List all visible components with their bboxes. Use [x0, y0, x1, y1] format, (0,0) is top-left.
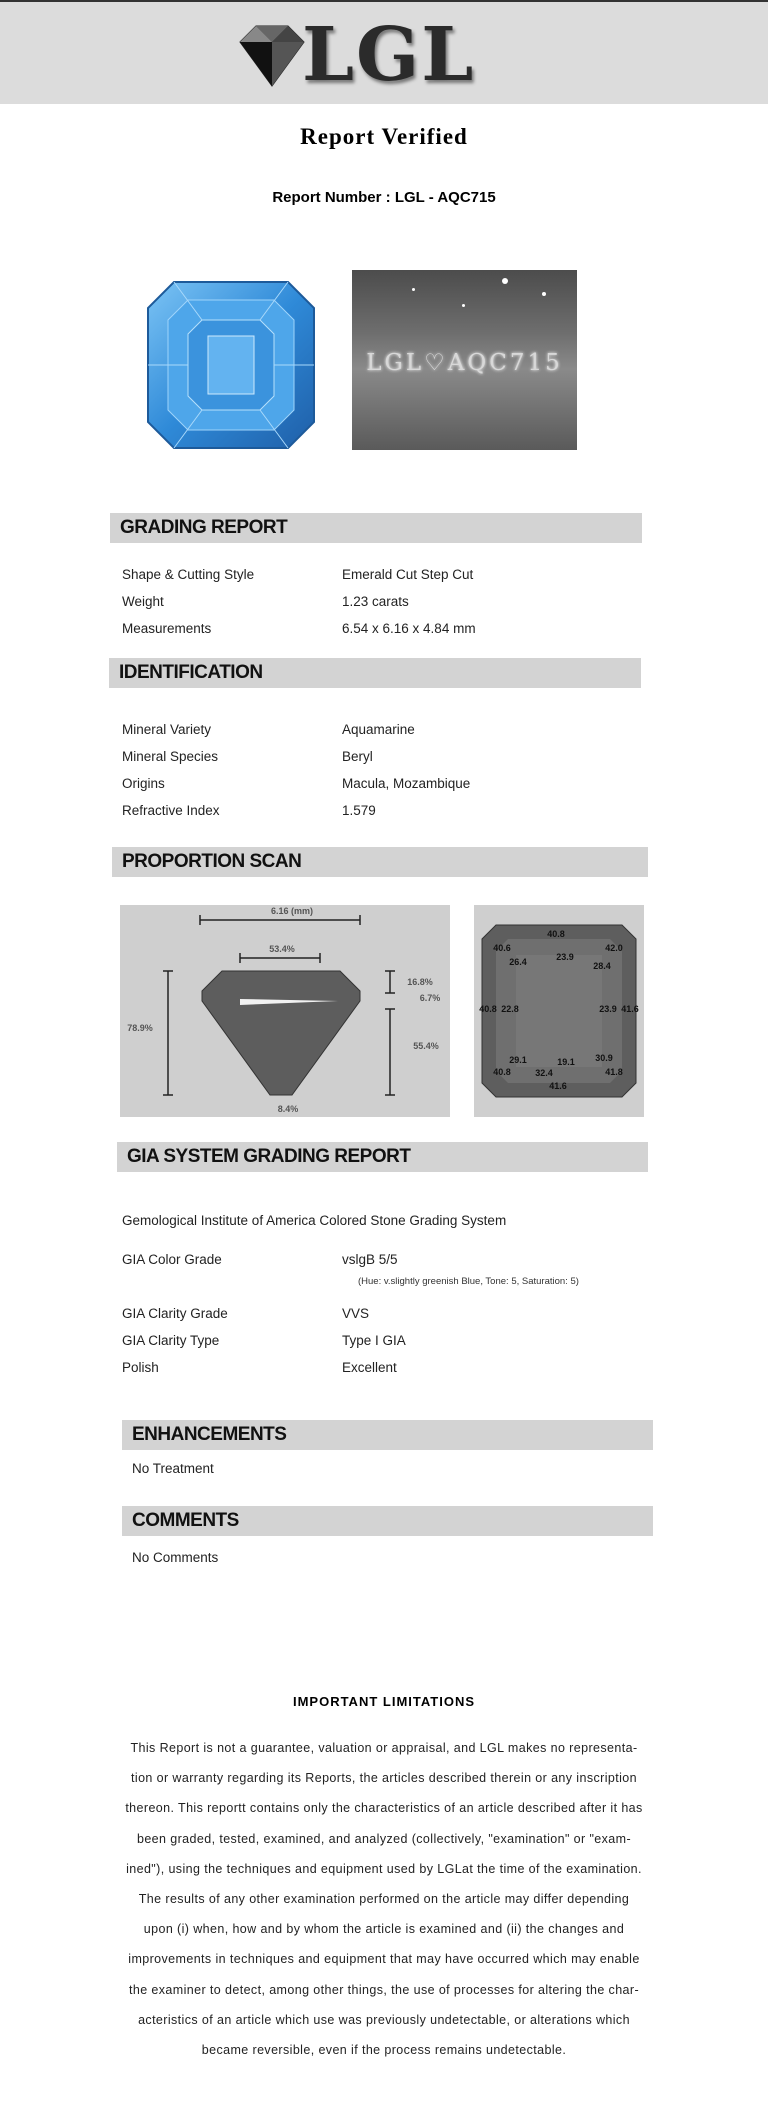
row-label: Weight — [122, 594, 164, 609]
section-title: GRADING REPORT — [120, 517, 288, 538]
pavilion-percent: 55.4% — [413, 1041, 439, 1051]
diamond-icon — [232, 20, 312, 92]
table-percent: 53.4% — [269, 944, 295, 954]
limitations-line: thereon. This reportt contains only the characteristics of an article described after it has — [125, 1801, 643, 1816]
facet-bottom: 41.6 — [549, 1081, 567, 1091]
hue-note: (Hue: v.slightly greenish Blue, Tone: 5, Saturation: 5) — [358, 1276, 579, 1287]
facet-bottom-left: 40.8 — [493, 1067, 511, 1077]
facet-inner-top-left: 26.4 — [509, 957, 527, 967]
width-label: 6.16 (mm) — [270, 906, 314, 916]
facet-bottom-mid: 32.4 — [535, 1068, 553, 1078]
comments-header — [122, 1506, 653, 1536]
limitations-line: acteristics of an article which use was previously undetectable, or alterations which — [138, 2012, 630, 2027]
facet-inner-bottom-left: 29.1 — [509, 1055, 527, 1065]
row-label: Mineral Species — [122, 749, 219, 764]
row-value: vslgB 5/5 — [342, 1252, 398, 1267]
limitations-line: ined"), using the techniques and equipment used by LGLat the time of the examination. — [126, 1861, 642, 1876]
report-number-label: Report Number : — [272, 189, 395, 206]
enhancements-header — [122, 1420, 653, 1450]
report-number-value: LGL - AQC715 — [394, 189, 496, 206]
row-label: Measurements — [122, 621, 212, 636]
facet-left: 40.8 — [479, 1004, 497, 1014]
row-label: Polish — [122, 1360, 159, 1375]
grading-report-header — [110, 513, 642, 543]
proportion-side-view — [120, 905, 450, 1117]
limitations-body — [118, 1733, 650, 2065]
facet-bottom-right: 41.8 — [605, 1067, 623, 1077]
culet-percent: 8.4% — [277, 1104, 299, 1114]
limitations-line: The results of any other examination performed on the article may differ depending — [138, 1892, 630, 1907]
section-title: IDENTIFICATION — [119, 662, 263, 683]
header-band — [0, 0, 768, 104]
row-value: Macula, Mozambique — [342, 776, 471, 791]
section-title: GIA SYSTEM GRADING REPORT — [127, 1146, 411, 1167]
comments-text: No Comments — [132, 1550, 219, 1565]
section-title: COMMENTS — [132, 1510, 239, 1531]
row-value: 6.54 x 6.16 x 4.84 mm — [342, 621, 476, 636]
depth-percent: 78.9% — [127, 1023, 153, 1033]
sparkle — [462, 304, 465, 307]
limitations-line: became reversible, even if the process remains undetectable. — [201, 2043, 567, 2058]
facet-inner-bottom: 19.1 — [557, 1057, 575, 1067]
gia-report-header — [117, 1142, 648, 1172]
proportion-scan-header — [112, 847, 648, 877]
row-value: 1.23 carats — [342, 594, 409, 609]
row-label: Shape & Cutting Style — [122, 567, 255, 582]
limitations-line: improvements in techniques and equipment that may have occurred which may enable — [128, 1952, 640, 1967]
crown-percent: 16.8% — [407, 977, 433, 987]
limitations-line: upon (i) when, how and by whom the article is examined and (ii) the changes and — [143, 1922, 625, 1937]
row-value: Beryl — [342, 749, 373, 764]
row-label: Origins — [122, 776, 165, 791]
page-title: Report Verified — [300, 124, 468, 149]
enhancements-text: No Treatment — [132, 1461, 214, 1476]
facet-inner-top: 23.9 — [556, 952, 574, 962]
sparkle — [502, 278, 508, 284]
sparkle — [542, 292, 546, 296]
inscription-text: LGL♡AQC715 — [366, 350, 563, 376]
section-title: PROPORTION SCAN — [122, 851, 302, 872]
row-value: Emerald Cut Step Cut — [342, 567, 474, 582]
limitations-title: IMPORTANT LIMITATIONS — [292, 1694, 476, 1709]
row-label: GIA Color Grade — [122, 1252, 222, 1267]
row-value: 1.579 — [342, 803, 376, 818]
girdle-percent: 6.7% — [419, 993, 441, 1003]
facet-right: 41.6 — [621, 1004, 639, 1014]
gia-subtitle: Gemological Institute of America Colored Stone Grading System — [122, 1213, 507, 1228]
limitations-line: been graded, tested, examined, and analyzed (collectively, "examination" or "exam- — [136, 1831, 632, 1846]
section-title: ENHANCEMENTS — [132, 1424, 287, 1445]
facet-inner-top-right: 28.4 — [593, 961, 611, 971]
row-label: Mineral Variety — [122, 722, 212, 737]
facet-inner-right: 23.9 — [599, 1004, 617, 1014]
identification-header — [109, 658, 641, 688]
row-label: GIA Clarity Type — [122, 1333, 220, 1348]
row-value: Excellent — [342, 1360, 397, 1375]
proportion-top-view — [474, 905, 644, 1117]
facet-inner-bottom-right: 30.9 — [595, 1053, 613, 1063]
inscription-photo — [352, 270, 577, 450]
row-value: Aquamarine — [342, 722, 415, 737]
row-value: VVS — [342, 1306, 370, 1321]
row-value: Type I GIA — [342, 1333, 406, 1348]
row-label: Refractive Index — [122, 803, 220, 818]
limitations-line: This Report is not a guarantee, valuation or appraisal, and LGL makes no representa- — [130, 1741, 638, 1755]
logo-text: LGL — [302, 12, 476, 98]
limitations-line: tion or warranty regarding its Reports, the articles described therein or any inscription — [131, 1771, 637, 1786]
row-label: GIA Clarity Grade — [122, 1306, 228, 1321]
facet-top: 40.8 — [547, 929, 565, 939]
facet-top-right: 42.0 — [605, 943, 623, 953]
sparkle — [412, 288, 415, 291]
facet-inner-left: 22.8 — [501, 1004, 519, 1014]
facet-top-left: 40.6 — [493, 943, 511, 953]
report-number — [0, 189, 768, 206]
gem-photo — [136, 270, 326, 460]
lgl-logo[interactable] — [232, 12, 492, 98]
limitations-line: the examiner to detect, among other things, the use of processes for altering the char- — [128, 1982, 640, 1997]
